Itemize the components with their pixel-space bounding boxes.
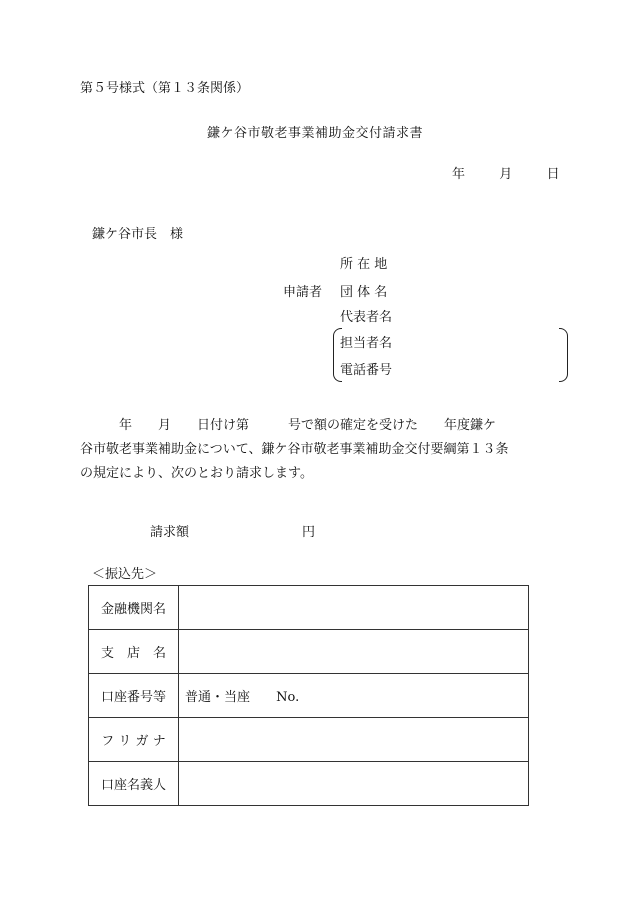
- document-title: 鎌ケ谷市敬老事業補助金交付請求書: [206, 126, 423, 141]
- table-row: [89, 674, 529, 718]
- account-no-label: No.: [276, 690, 300, 705]
- form-number: 第５号様式（第１３条関係）: [80, 81, 250, 96]
- organization-label: 団 体 名: [340, 285, 388, 300]
- phone-number-label: 電話番号: [340, 363, 393, 378]
- contact-bracket-right: [559, 328, 568, 382]
- date-month: 月: [499, 167, 513, 182]
- body-line-2: 谷市敬老事業補助金について、鎌ケ谷市敬老事業補助金交付要綱第１３条: [80, 442, 509, 457]
- contact-bracket-left: [333, 328, 342, 382]
- address-label: 所 在 地: [340, 257, 388, 272]
- branch-name-field[interactable]: [179, 630, 529, 674]
- date-line: [452, 166, 560, 184]
- request-amount-unit: 円: [302, 525, 316, 540]
- table-row: [89, 762, 529, 806]
- bank-name-label: 金融機関名: [89, 586, 179, 630]
- contact-person-label: 担当者名: [340, 336, 393, 351]
- account-number-field[interactable]: [179, 674, 529, 718]
- request-body-text: [80, 414, 560, 486]
- furigana-label: フ リ ガ ナ: [89, 718, 179, 762]
- applicant-role: 申請者: [283, 285, 323, 300]
- account-number-label: 口座番号等: [89, 674, 179, 718]
- table-row: [89, 586, 529, 630]
- date-year: 年: [452, 167, 466, 182]
- representative-label: 代表者名: [340, 310, 393, 325]
- body-line-1: 年 月 日付け第 号で額の確定を受けた 年度鎌ケ: [80, 418, 497, 433]
- bank-name-field[interactable]: [179, 586, 529, 630]
- table-row: [89, 630, 529, 674]
- transfer-heading: ＜振込先＞: [92, 567, 158, 582]
- furigana-field[interactable]: [179, 718, 529, 762]
- addressee: 鎌ケ谷市長 様: [92, 227, 184, 242]
- transfer-table: [88, 585, 529, 806]
- account-holder-field[interactable]: [179, 762, 529, 806]
- request-amount-label: 請求額: [150, 525, 190, 540]
- account-type-text: 普通・当座: [185, 690, 251, 705]
- date-day: 日: [546, 167, 560, 182]
- branch-name-label: 支 店 名: [89, 630, 179, 674]
- table-row: [89, 718, 529, 762]
- account-holder-label: 口座名義人: [89, 762, 179, 806]
- body-line-3: の規定により、次のとおり請求します。: [80, 466, 313, 481]
